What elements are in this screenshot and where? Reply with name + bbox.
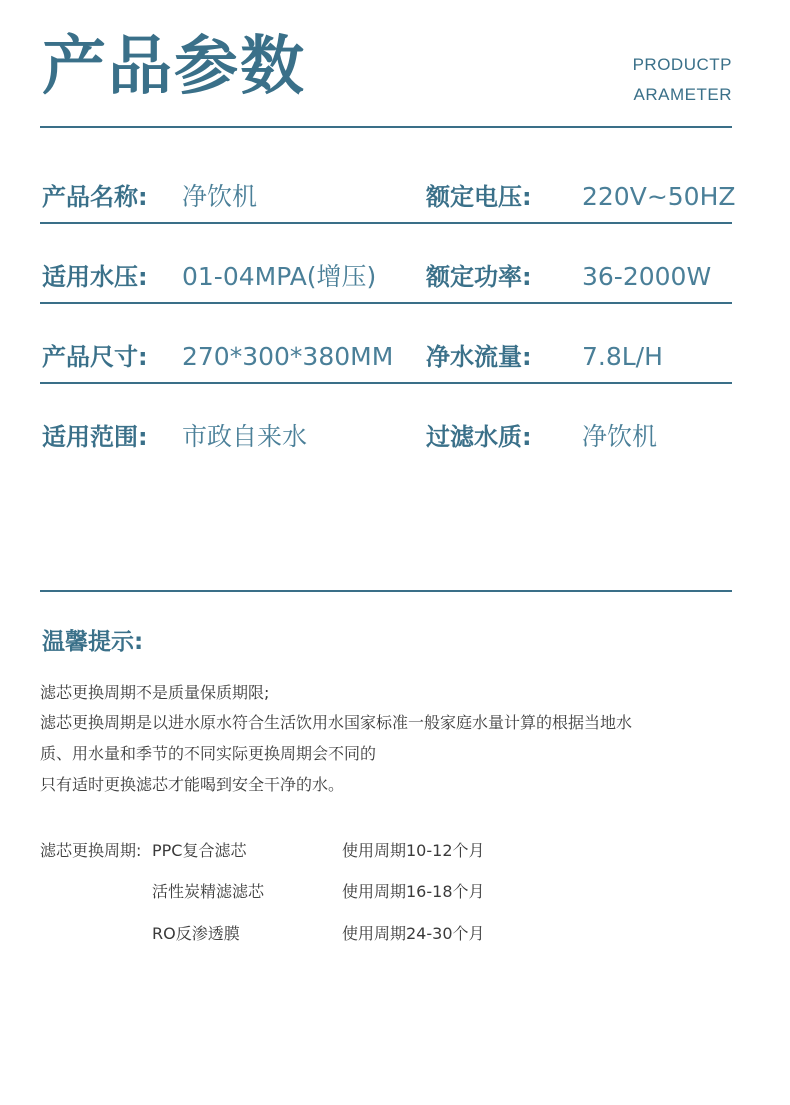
param-value: 36-2000W (582, 262, 712, 291)
param-value: 01-04MPA(增压) (182, 262, 377, 291)
header-divider (40, 126, 732, 128)
param-value: 270*300*380MM (182, 342, 394, 371)
subtitle-line-2: ARAMETER (633, 85, 732, 104)
page-title: 产品参数 (42, 30, 306, 104)
param-value: 7.8L/H (582, 342, 663, 371)
param-label: 过滤水质: (426, 423, 532, 451)
section-divider (40, 590, 732, 592)
filter-name: RO反渗透膜 (152, 924, 240, 943)
param-label: 适用范围: (42, 423, 148, 451)
tip-line: 只有适时更换滤芯才能喝到安全干净的水。 (40, 775, 345, 794)
param-row (40, 412, 732, 462)
param-value: 净饮机 (582, 422, 658, 451)
filter-period: 使用周期10-12个月 (342, 841, 485, 860)
param-row (40, 252, 732, 304)
param-label: 额定功率: (426, 263, 532, 291)
tip-line: 质、用水量和季节的不同实际更换周期会不同的 (40, 744, 377, 763)
filter-period: 使用周期24-30个月 (342, 924, 485, 943)
tips-heading: 温馨提示: (42, 629, 144, 655)
param-row (40, 172, 736, 224)
param-label: 产品尺寸: (42, 343, 148, 371)
param-value: 220V~50HZ (582, 182, 736, 211)
param-label: 产品名称: (42, 183, 148, 211)
param-row (40, 332, 732, 384)
param-label: 净水流量: (426, 343, 532, 371)
filter-cycle-label: 滤芯更换周期: (40, 841, 142, 860)
page-subtitle (633, 50, 732, 110)
filter-period: 使用周期16-18个月 (342, 882, 485, 901)
tip-line: 滤芯更换周期是以进水原水符合生活饮用水国家标准一般家庭水量计算的根据当地水 (40, 713, 633, 732)
tip-line: 滤芯更换周期不是质量保质期限; (40, 683, 270, 702)
param-value: 净饮机 (182, 182, 258, 211)
subtitle-line-1: PRODUCTP (632, 55, 732, 74)
filter-name: PPC复合滤芯 (152, 841, 247, 860)
param-label: 适用水压: (42, 263, 148, 291)
param-value: 市政自来水 (182, 422, 308, 451)
param-label: 额定电压: (426, 183, 532, 211)
filter-name: 活性炭精滤滤芯 (152, 882, 265, 901)
